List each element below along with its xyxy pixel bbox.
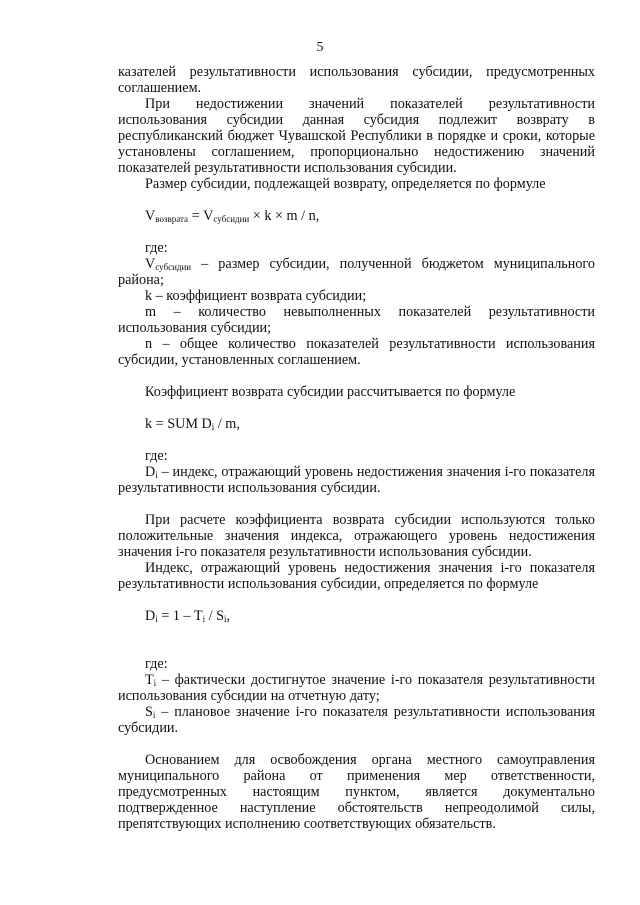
paragraph-coefficient-intro: Коэффициент возврата субсидии рассчитывается по формуле: [145, 384, 516, 400]
definition-t: $T_i$ – фактически достигнутое значение i-го показателя результативности использования субсидии на отчетную дату;: [118, 672, 595, 704]
paragraph-continuation: казателей результативности использования субсидии, предусмотренных соглашением.: [118, 64, 595, 96]
definition-m: m – количество невыполненных показателей результативности использования субсидии;: [118, 304, 595, 336]
definition-s: $S_i$ – плановое значение i-го показателя результативности использования субсидии.: [118, 704, 595, 736]
formula-coefficient: k = SUM $D_i$ / m,: [145, 416, 240, 432]
definition-k: k – коэффициент возврата субсидии;: [145, 288, 367, 304]
definition-v-subsidy: $V_{субсидии}$ – размер субсидии, полученной бюджетом муниципального района;: [118, 256, 595, 288]
paragraph-refund-formula-intro: Размер субсидии, подлежащей возврату, определяется по формуле: [145, 176, 546, 192]
page-number: 5: [316, 40, 324, 55]
paragraph-refund-condition: При недостижении значений показателей результативности использования субсидии данная субсидия подлежит возврату в республиканский бюджет Чувашской Республики в порядке и сроки, которые установлены соглашением, пропорционально недостижению значений показателей результативности использования субсидии.: [118, 96, 595, 176]
formula-index: $D_i = 1 - T_i / S_i$,: [145, 608, 231, 624]
definition-d: $D_i$ – индекс, отражающий уровень недостижения значения i-го показателя результативности использования субсидии.: [118, 464, 595, 496]
where-label: где:: [145, 448, 168, 464]
paragraph-index-intro: Индекс, отражающий уровень недостижения значения i-го показателя результативности использования субсидии, определяется по формуле: [118, 560, 595, 592]
where-label: где:: [145, 656, 168, 672]
definition-n: n – общее количество показателей результативности использования субсидии, установленных соглашением.: [118, 336, 595, 368]
where-label: где:: [145, 240, 168, 256]
paragraph-positive-index: При расчете коэффициента возврата субсидии используются только положительные значения индекса, отражающего уровень недостижения значения i-го показателя результативности использования субсидии.: [118, 512, 595, 560]
paragraph-force-majeure: Основанием для освобождения органа местного самоуправления муниципального района от применения мер ответственности, предусмотренных настоящим пунктом, является документально подтвержденное наступление обстоятельств непреодолимой силы, препятствующих исполнению соответствующих обязательств.: [118, 752, 595, 832]
formula-refund: $V_{возврата} = V_{субсидии} \times k \times m / n$,: [145, 208, 320, 224]
